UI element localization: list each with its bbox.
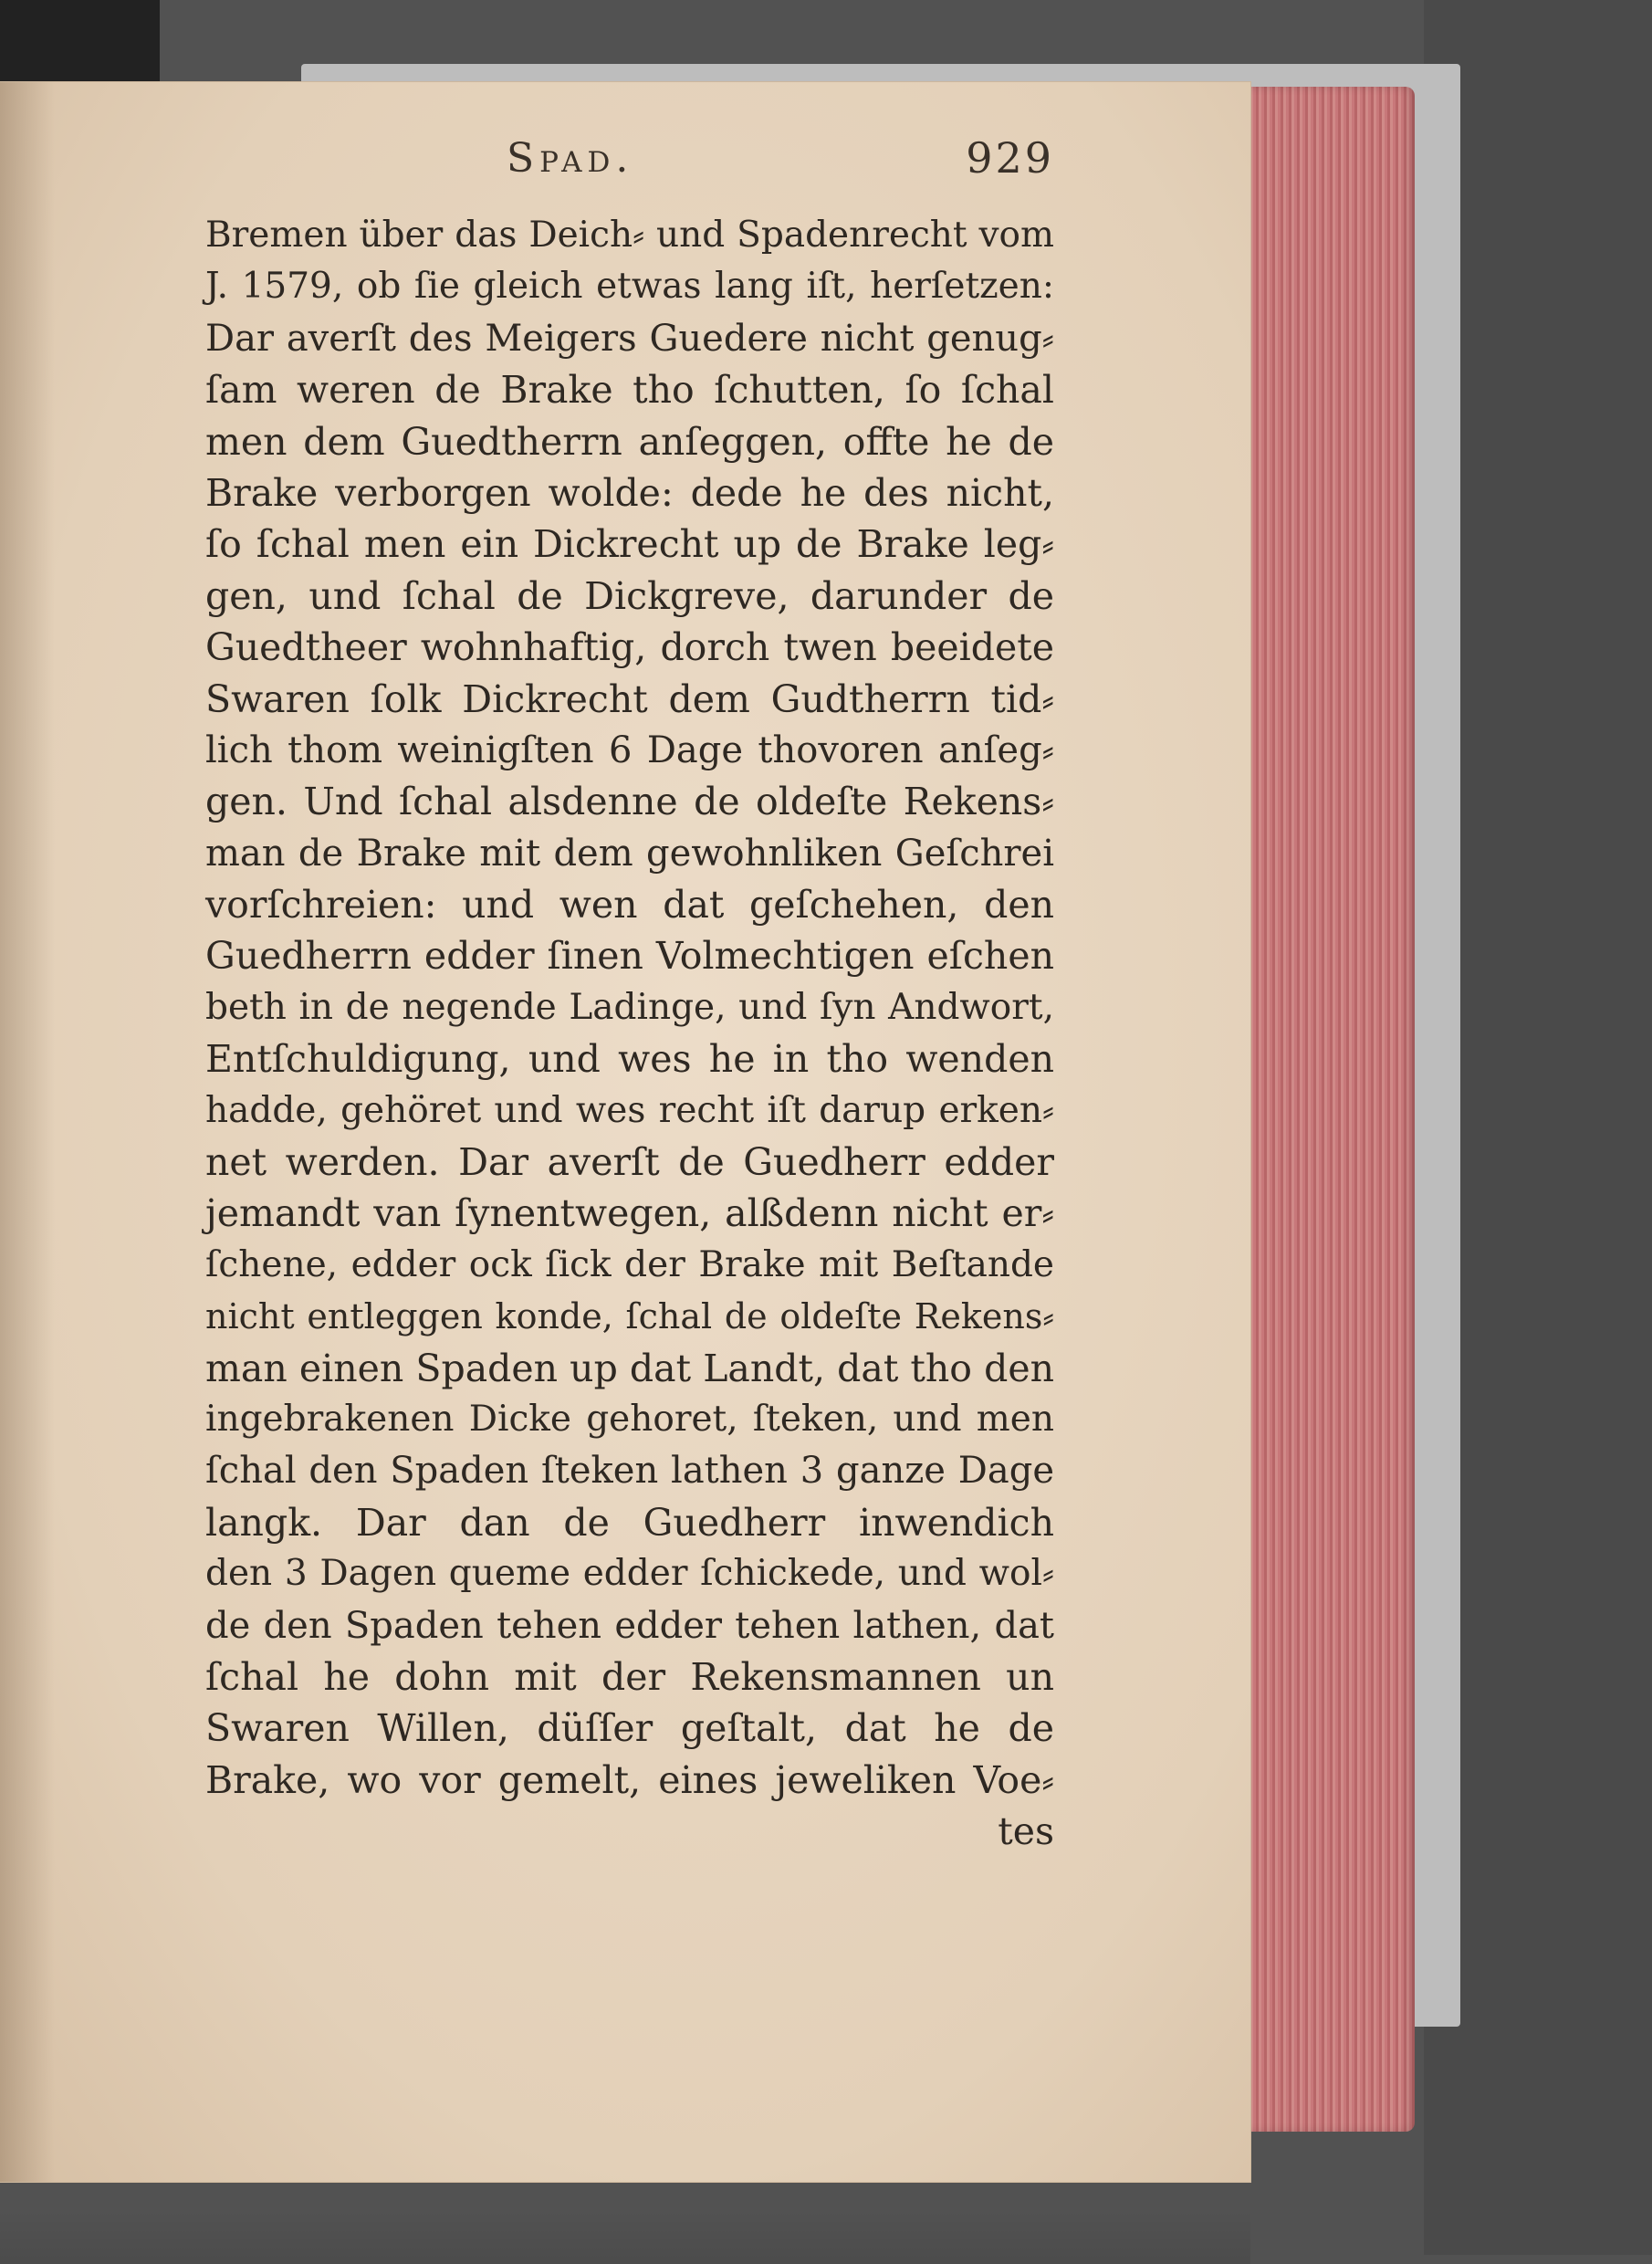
text-line: nicht entleggen konde, ſchal de oldeſte Rekens⸗ <box>205 1296 1054 1337</box>
text-line: de den Spaden tehen edder tehen lathen, dat <box>205 1604 1054 1647</box>
page-gutter <box>0 82 55 2182</box>
text-line: Guedtheer wohnhaftig, dorch twen beeidete <box>205 625 1054 670</box>
text-line: gen. Und ſchal alsdenne de oldeſte Rekens⸗ <box>205 780 1054 824</box>
text-line: ſo ſchal men ein Dickrecht up de Brake leg⸗ <box>205 522 1054 567</box>
page-header <box>205 128 1054 192</box>
text-line: man de Brake mit dem gewohnliken Geſchrei <box>205 832 1054 875</box>
text-line: vorſchreien: und wen dat geſchehen, den <box>205 883 1054 928</box>
text-line: net werden. Dar averſt de Guedherr edder <box>205 1140 1054 1185</box>
text-line: Brake verborgen wolde: dede he des nicht, <box>205 470 1054 515</box>
text-line: Brake, wo vor gemelt, eines jeweliken Voe⸗ <box>205 1757 1054 1802</box>
text-line: men dem Guedtherrn anſeggen, offte he de <box>205 419 1054 464</box>
text-line: tes <box>998 1809 1054 1854</box>
text-line: Guedherrn edder ſinen Volmechtigen eſchen <box>205 934 1054 979</box>
text-line: Swaren Willen, düſſer geſtalt, dat he de <box>205 1706 1054 1751</box>
text-line: lich thom weinigſten 6 Dage thovoren anſeg⸗ <box>205 728 1054 771</box>
text-line: Entſchuldigung, und wes he in tho wenden <box>205 1037 1054 1082</box>
text-line: ſchal he dohn mit der Rekensmannen un <box>205 1654 1054 1699</box>
text-line: J. 1579, ob ſie gleich etwas lang iſt, herſetzen: <box>205 266 1054 308</box>
text-line: ſchal den Spaden ſteken lathen 3 ganze Dage <box>205 1450 1054 1493</box>
text-line: hadde, gehöret und wes recht iſt darup erken⸗ <box>205 1089 1054 1131</box>
text-line: langk. Dar dan de Guedherr inwendich <box>205 1500 1054 1545</box>
text-line: den 3 Dagen queme edder ſchickede, und wol⸗ <box>205 1553 1054 1595</box>
text-line: beth in de negende Ladinge, und ſyn Andwort, <box>205 986 1054 1028</box>
text-line: ſam weren de Brake tho ſchutten, ſo ſchal <box>205 368 1054 413</box>
text-line: jemandt van ſynentwegen, alßdenn nicht er⸗ <box>205 1191 1054 1236</box>
body-text <box>205 210 1054 1858</box>
text-line: ingebrakenen Dicke gehoret, ſteken, und men <box>205 1398 1054 1440</box>
page-shadow <box>0 2209 1250 2264</box>
running-head: Spad. <box>507 135 634 182</box>
page-number: 929 <box>966 133 1054 183</box>
text-line: ſchene, edder ock ſick der Brake mit Beſtande <box>205 1243 1054 1285</box>
text-line: gen, und ſchal de Dickgreve, darunder de <box>205 573 1054 618</box>
text-line: Swaren ſolk Dickrecht dem Gudtherrn tid⸗ <box>205 676 1054 721</box>
text-line: Bremen über das Deich⸗ und Spadenrecht vom <box>205 215 1054 256</box>
text-line: man einen Spaden up dat Landt, dat tho den <box>205 1346 1054 1390</box>
text-line: Dar averſt des Meigers Guedere nicht genug⸗ <box>205 317 1054 360</box>
page-edges-red <box>1237 87 1415 2132</box>
